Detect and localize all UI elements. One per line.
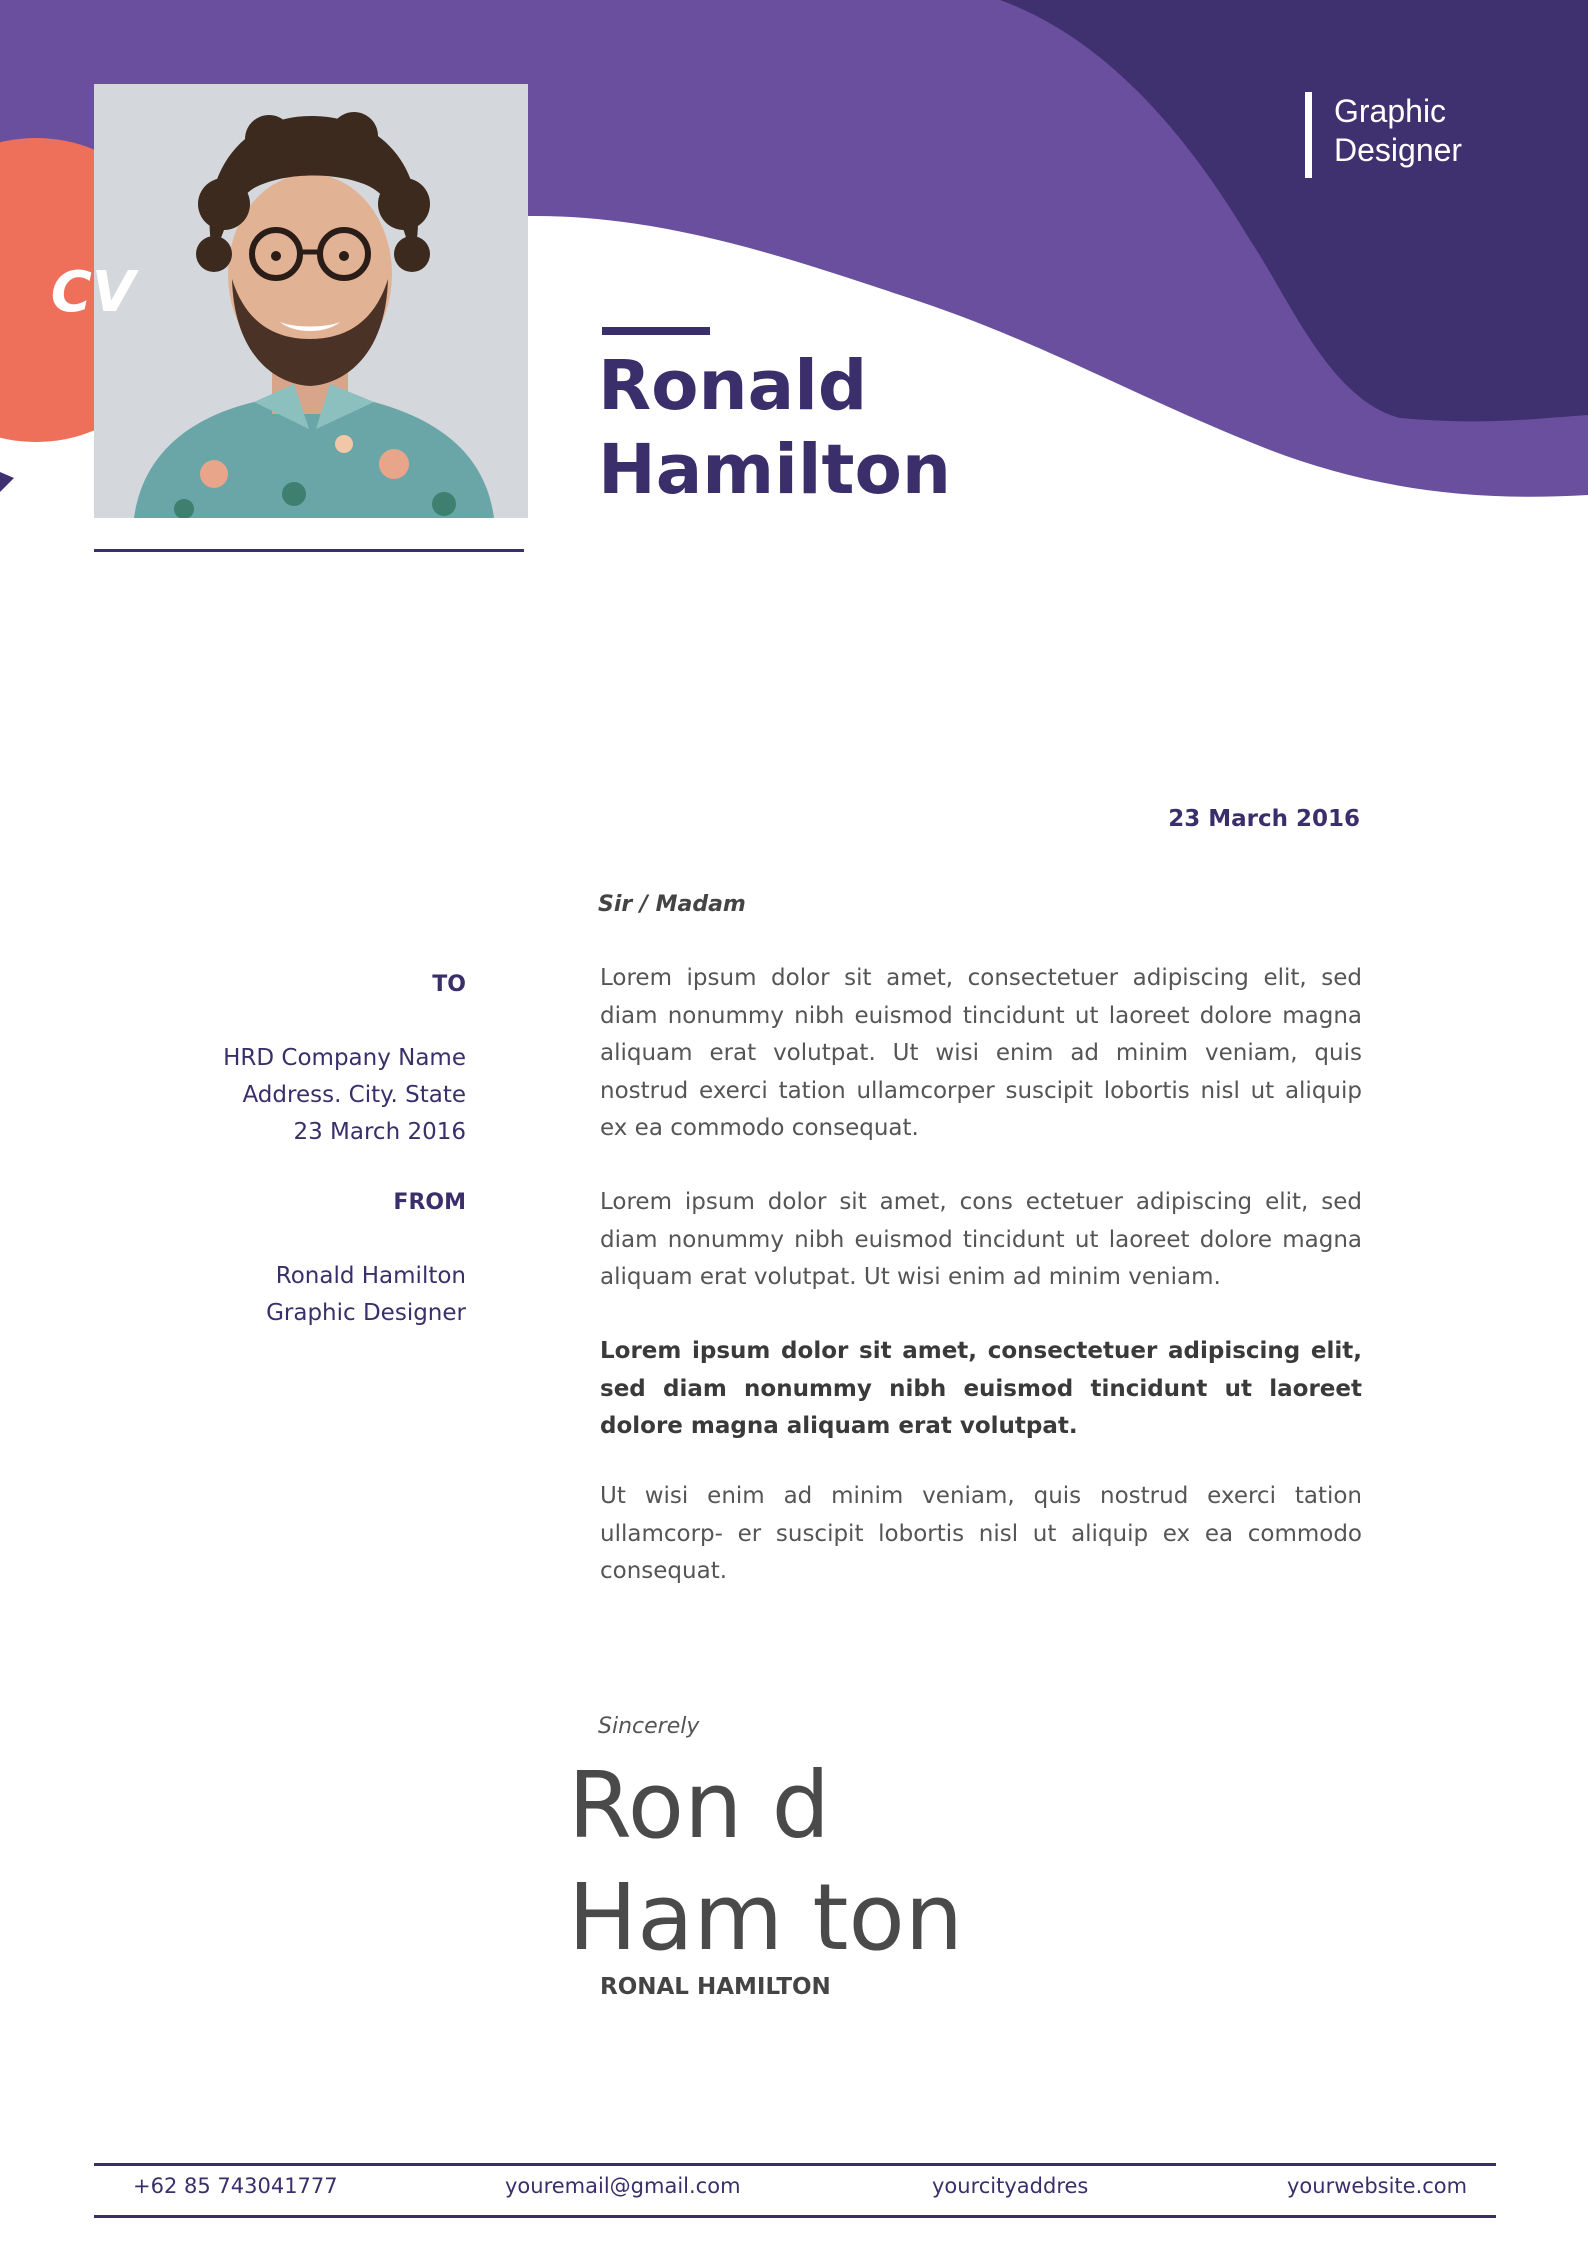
footer-top-line bbox=[94, 2163, 1496, 2166]
body-paragraph-4: Ut wisi enim ad minim veniam, quis nostrud exerci tation ullamcorp- er suscipit lobortis nisl ut aliquip ex ea commodo consequat. bbox=[600, 1483, 1362, 1584]
signature bbox=[568, 1750, 963, 1974]
footer-website: yourwebsite.com bbox=[1287, 2174, 1468, 2198]
signer-name: RONAL HAMILTON bbox=[600, 1974, 831, 2000]
closing: Sincerely bbox=[598, 1714, 700, 1739]
body-paragraph-2: Lorem ipsum dolor sit amet, cons ectetuer adipiscing elit, sed diam nonummy nibh euismod tincidunt ut laoreet dolore magna aliquam erat volutpat. Ut wisi enim ad minim veniam. bbox=[600, 1189, 1362, 1290]
profile-photo bbox=[94, 84, 528, 518]
candidate-name: Ronald Hamilton bbox=[598, 346, 952, 510]
recipient-heading: TO bbox=[432, 972, 466, 997]
recipient-line3: 23 March 2016 bbox=[293, 1119, 466, 1145]
footer-phone: +62 85 743041777 bbox=[133, 2174, 338, 2198]
role-title: Graphic Designer bbox=[1334, 93, 1463, 168]
sender-line2: Graphic Designer bbox=[266, 1300, 466, 1326]
salutation: Sir / Madam bbox=[598, 892, 746, 917]
letter-date: 23 March 2016 bbox=[1168, 806, 1360, 832]
signature-line-2: Ham ton bbox=[568, 1864, 964, 1971]
footer-address: yourcityaddres bbox=[932, 2174, 1089, 2198]
coral-triangle bbox=[0, 472, 14, 492]
footer-email: youremail@gmail.com bbox=[505, 2174, 741, 2198]
sender-line1: Ronald Hamilton bbox=[275, 1263, 466, 1289]
name-accent-bar bbox=[602, 327, 710, 335]
cv-badge-label: CV bbox=[50, 260, 136, 325]
recipient-line2: Address. City. State bbox=[242, 1082, 466, 1108]
role-title-bar bbox=[1305, 92, 1312, 178]
body-paragraph-1: Lorem ipsum dolor sit amet, consectetuer adipiscing elit, sed diam nonummy nibh euismod tincidunt ut laoreet dolore magna aliquam erat volutpat. Ut wisi enim ad minim veniam, quis nostrud exerci tation ullamcorper suscipit lobortis nisl ut aliquip ex ea commodo consequat. bbox=[600, 965, 1362, 1141]
footer-bottom-line bbox=[94, 2215, 1496, 2218]
recipient-line1: HRD Company Name bbox=[223, 1045, 466, 1071]
signature-line-1: Ron d bbox=[568, 1752, 831, 1859]
body-paragraph-3: Lorem ipsum dolor sit amet, consectetuer adipiscing elit, sed diam nonummy nibh euismod tincidunt ut laoreet dolore magna aliquam erat volutpat. bbox=[600, 1338, 1362, 1439]
sender-heading: FROM bbox=[393, 1190, 466, 1215]
portrait-photo bbox=[94, 84, 528, 518]
photo-underline bbox=[94, 549, 524, 552]
